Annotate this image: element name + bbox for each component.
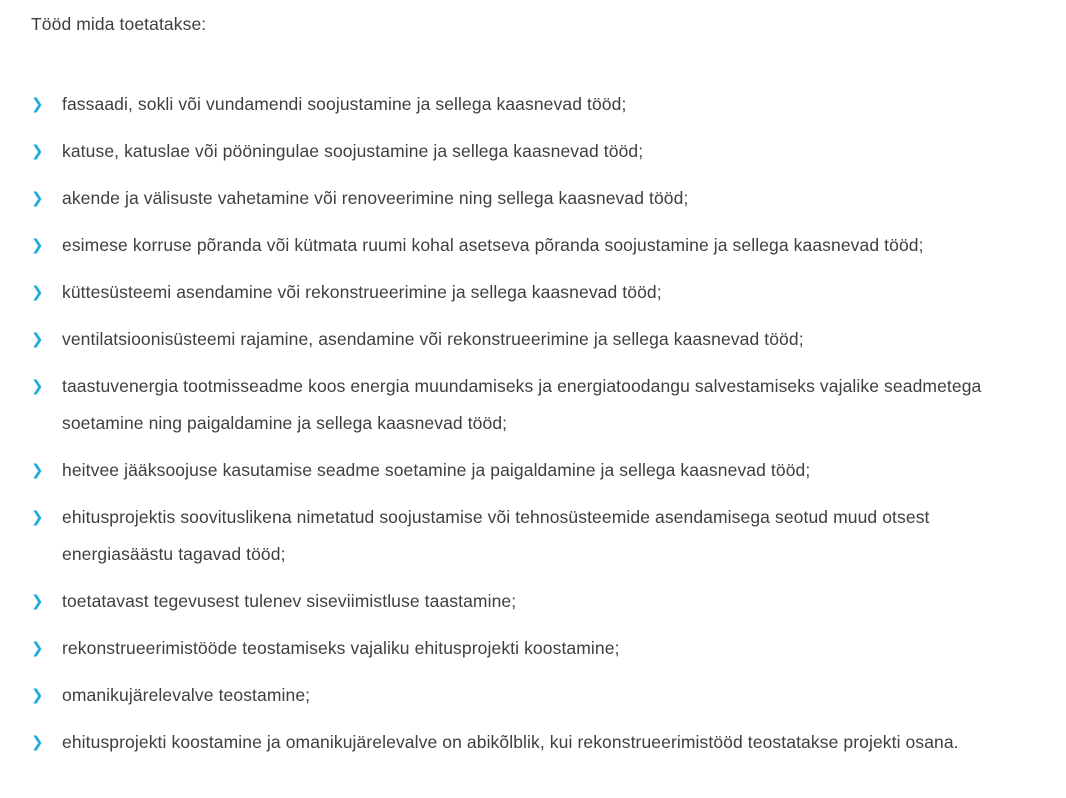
list-item-text: omanikujärelevalve teostamine; <box>62 685 311 705</box>
list-item <box>31 677 1040 714</box>
supported-works-list <box>31 86 1040 761</box>
list-item-text: katuse, katuslae või pööningulae soojustamine ja sellega kaasnevad tööd; <box>62 141 644 161</box>
chevron-right-icon: ❯ <box>31 190 44 207</box>
page-title: Tööd mida toetatakse: <box>31 14 207 34</box>
chevron-right-icon: ❯ <box>31 331 44 348</box>
list-item-text: ehitusprojekti koostamine ja omanikujärelevalve on abikõlblik, kui rekonstrueerimistööd teostatakse projekti osana. <box>62 732 959 752</box>
list-item <box>31 452 1040 489</box>
chevron-right-icon: ❯ <box>31 687 44 704</box>
list-item-text: taastuvenergia tootmisseadme koos energia muundamiseks ja energiatoodangu salvestamiseks vajalike seadmetega soetamine ning paigaldamine ja sellega kaasnevad tööd; <box>62 376 982 433</box>
chevron-right-icon: ❯ <box>31 593 44 610</box>
chevron-right-icon: ❯ <box>31 143 44 160</box>
list-item <box>31 180 1040 217</box>
chevron-right-icon: ❯ <box>31 378 44 395</box>
chevron-right-icon: ❯ <box>31 462 44 479</box>
list-item <box>31 630 1040 667</box>
chevron-right-icon: ❯ <box>31 96 44 113</box>
list-item-text: esimese korruse põranda või kütmata ruumi kohal asetseva põranda soojustamine ja sellega kaasnevad tööd; <box>62 235 924 255</box>
list-item-text: ehitusprojektis soovituslikena nimetatud soojustamise või tehnosüsteemide asendamisega seotud muud otsest energiasäästu tagavad tööd; <box>62 507 930 564</box>
list-item-text: akende ja välisuste vahetamine või renoveerimine ning sellega kaasnevad tööd; <box>62 188 689 208</box>
list-item-text: küttesüsteemi asendamine või rekonstrueerimine ja sellega kaasnevad tööd; <box>62 282 662 302</box>
list-item <box>31 321 1040 358</box>
list-item <box>31 368 1040 442</box>
list-item-text: rekonstrueerimistööde teostamiseks vajaliku ehitusprojekti koostamine; <box>62 638 620 658</box>
list-item-text: fassaadi, sokli või vundamendi soojustamine ja sellega kaasnevad tööd; <box>62 94 627 114</box>
list-item <box>31 133 1040 170</box>
chevron-right-icon: ❯ <box>31 734 44 751</box>
list-item <box>31 86 1040 123</box>
list-item-text: ventilatsioonisüsteemi rajamine, asendamine või rekonstrueerimine ja sellega kaasnevad tööd; <box>62 329 804 349</box>
list-item <box>31 499 1040 573</box>
list-item-text: toetatavast tegevusest tulenev siseviimistluse taastamine; <box>62 591 517 611</box>
list-item <box>31 724 1040 761</box>
list-item-text: heitvee jääksoojuse kasutamise seadme soetamine ja paigaldamine ja sellega kaasnevad tööd; <box>62 460 811 480</box>
chevron-right-icon: ❯ <box>31 284 44 301</box>
chevron-right-icon: ❯ <box>31 640 44 657</box>
chevron-right-icon: ❯ <box>31 509 44 526</box>
chevron-right-icon: ❯ <box>31 237 44 254</box>
list-item <box>31 583 1040 620</box>
list-item <box>31 227 1040 264</box>
list-item <box>31 274 1040 311</box>
